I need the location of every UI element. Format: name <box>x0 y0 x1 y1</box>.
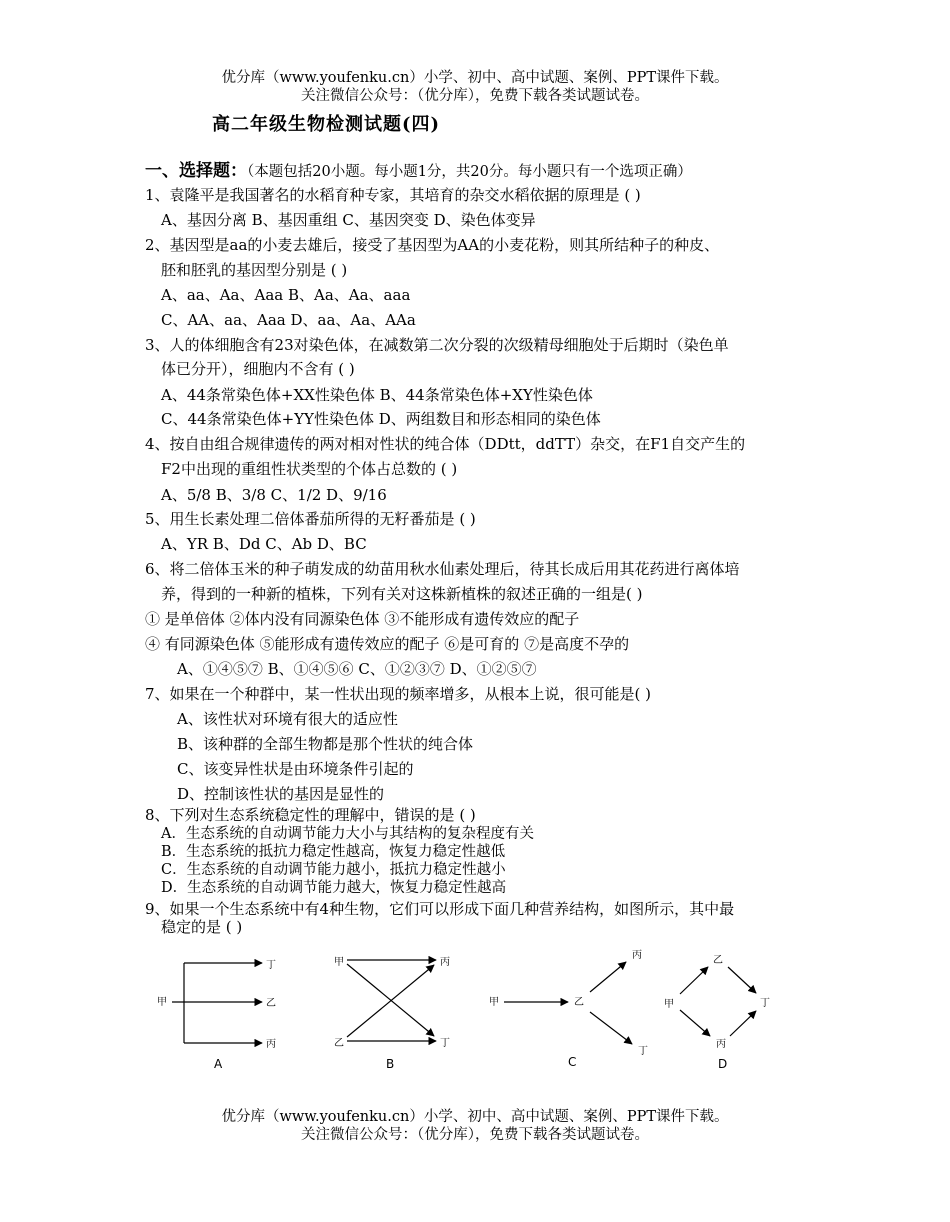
diagram-b-species-jia: 甲 <box>334 957 344 968</box>
diagram-b-species-yi: 乙 <box>334 1038 344 1049</box>
diagram-d-arrow-bing-ding <box>730 1011 756 1036</box>
question-1-stem: 1、袁隆平是我国著名的水稻育种专家，其培育的杂交水稻依据的原理是 ( ) <box>145 186 641 204</box>
question-7-option-b: B、该种群的全部生物都是那个性状的纯合体 <box>177 735 474 753</box>
diagram-a-species-bing: 丙 <box>266 1039 276 1050</box>
question-3-options-row-1: A、44条常染色体+XX性染色体 B、44条常染色体+XY性染色体 <box>161 386 593 404</box>
header-line-1: 优分库（www.youfenku.cn）小学、初中、高中试题、案例、PPT课件下载。 <box>221 70 729 86</box>
diagram-c-species-jia: 甲 <box>489 997 499 1008</box>
question-3-stem-line-2: 体已分开），细胞内不含有 ( ) <box>161 360 355 378</box>
header-line-2: 关注微信公众号：（优分库），免费下载各类试题试卷。 <box>301 88 649 104</box>
question-4-options: A、5/8 B、3/8 C、1/2 D、9/16 <box>161 486 387 504</box>
question-7-option-c: C、该变异性状是由环境条件引起的 <box>177 760 414 778</box>
diagram-d-species-yi: 乙 <box>713 955 723 966</box>
diagram-d-arrow-jia-yi <box>680 967 708 994</box>
question-1-options: A、基因分离 B、基因重组 C、基因突变 D、染色体变异 <box>161 211 536 229</box>
section-heading: 一、选择题： <box>145 161 247 181</box>
question-5-stem: 5、用生长素处理二倍体番茄所得的无籽番茄是 ( ) <box>145 510 476 528</box>
diagram-b-species-ding: 丁 <box>440 1038 450 1049</box>
diagram-c-species-yi: 乙 <box>574 997 584 1008</box>
question-8-stem: 8、下列对生态系统稳定性的理解中，错误的是 ( ) <box>145 806 476 824</box>
question-6-items-row-2: ④ 有同源染色体 ⑤能形成有遗传效应的配子 ⑥是可育的 ⑦是高度不孕的 <box>145 635 630 653</box>
question-9-stem-line-1: 9、如果一个生态系统中有4种生物，它们可以形成下面几种营养结构，如图所示，其中最 <box>145 900 735 918</box>
question-6-items-row-1: ① 是单倍体 ②体内没有同源染色体 ③不能形成有遗传效应的配子 <box>145 610 580 628</box>
diagram-d-species-ding: 丁 <box>760 998 770 1009</box>
question-3-options-row-2: C、44条常染色体+YY性染色体 D、两组数目和形态相同的染色体 <box>161 410 601 428</box>
diagram-c-species-bing: 丙 <box>632 950 642 961</box>
diagram-c-arrow-yi-bing <box>590 962 626 992</box>
section-description: （本题包括20小题。每小题1分，共20分。每小题只有一个选项正确） <box>247 164 692 180</box>
question-7-stem: 7、如果在一个种群中，某一性状出现的频率增多，从根本上说，很可能是( ) <box>145 685 652 703</box>
question-6-options: A、①④⑤⑦ B、①④⑤⑥ C、①②③⑦ D、①②⑤⑦ <box>177 660 537 678</box>
diagram-c-label: C <box>568 1055 577 1069</box>
diagram-d-label: D <box>718 1057 728 1071</box>
question-6-stem-line-2: 养，得到的一种新的植株，下列有关对这株新植株的叙述正确的一组是( ) <box>161 585 643 603</box>
question-4-stem-line-1: 4、按自由组合规律遗传的两对相对性状的纯合体（DDtt，ddTT）杂交，在F1自交产生的 <box>145 435 746 453</box>
diagram-b-species-bing: 丙 <box>440 957 450 968</box>
question-7-option-a: A、该性状对环境有很大的适应性 <box>177 710 398 728</box>
question-8-option-b: B．生态系统的抵抗力稳定性越高，恢复力稳定性越低 <box>161 844 506 860</box>
diagram-d-arrow-jia-bing <box>680 1010 710 1036</box>
diagram-c-species-ding: 丁 <box>638 1046 648 1057</box>
question-2-options-row-1: A、aa、Aa、Aaa B、Aa、Aa、aaa <box>161 286 411 304</box>
diagram-a-species-yi: 乙 <box>266 998 276 1009</box>
question-2-stem-line-1: 2、基因型是aa的小麦去雄后，接受了基因型为AA的小麦花粉，则其所结种子的种皮、 <box>145 236 720 254</box>
question-8-option-c: C．生态系统的自动调节能力越小，抵抗力稳定性越小 <box>161 862 506 878</box>
footer-line-1: 优分库（www.youfenku.cn）小学、初中、高中试题、案例、PPT课件下载。 <box>221 1109 729 1125</box>
question-3-stem-line-1: 3、人的体细胞含有23对染色体，在减数第二次分裂的次级精母细胞处于后期时（染色单 <box>145 336 729 354</box>
question-8-option-a: A．生态系统的自动调节能力大小与其结构的复杂程度有关 <box>161 826 534 842</box>
question-5-options: A、YR B、Dd C、Ab D、BC <box>161 535 367 553</box>
diagram-c-arrow-yi-ding <box>590 1012 632 1044</box>
diagram-a-label: A <box>214 1057 223 1071</box>
question-6-stem-line-1: 6、将二倍体玉米的种子萌发成的幼苗用秋水仙素处理后，待其长成后用其花药进行离体培 <box>145 560 740 578</box>
diagram-d-arrow-yi-ding <box>728 967 756 993</box>
page-title: 高二年级生物检测试题(四) <box>212 114 441 135</box>
diagram-d <box>664 954 770 1071</box>
question-9-stem-line-2: 稳定的是 ( ) <box>161 918 243 936</box>
diagram-b-arrow-jia-ding <box>347 964 434 1036</box>
diagram-d-species-jia: 甲 <box>664 999 674 1010</box>
question-8-option-d: D．生态系统的自动调节能力越大，恢复力稳定性越高 <box>161 880 507 896</box>
diagram-d-species-bing: 丙 <box>716 1039 726 1050</box>
diagram-a <box>157 959 276 1071</box>
footer-line-2: 关注微信公众号：（优分库），免费下载各类试题试卷。 <box>301 1127 649 1143</box>
diagram-c <box>489 949 648 1069</box>
question-2-stem-line-2: 胚和胚乳的基因型分别是 ( ) <box>161 261 348 279</box>
question-7-option-d: D、控制该性状的基因是显性的 <box>177 785 385 803</box>
diagram-a-species-jia: 甲 <box>157 997 167 1008</box>
diagram-b <box>334 956 450 1071</box>
diagram-b-label: B <box>386 1057 395 1071</box>
question-4-stem-line-2: F2中出现的重组性状类型的个体占总数的 ( ) <box>161 460 458 478</box>
diagram-a-species-ding: 丁 <box>266 960 276 971</box>
diagram-b-arrow-yi-bing <box>347 965 434 1037</box>
question-2-options-row-2: C、AA、aa、Aaa D、aa、Aa、AAa <box>161 311 416 329</box>
